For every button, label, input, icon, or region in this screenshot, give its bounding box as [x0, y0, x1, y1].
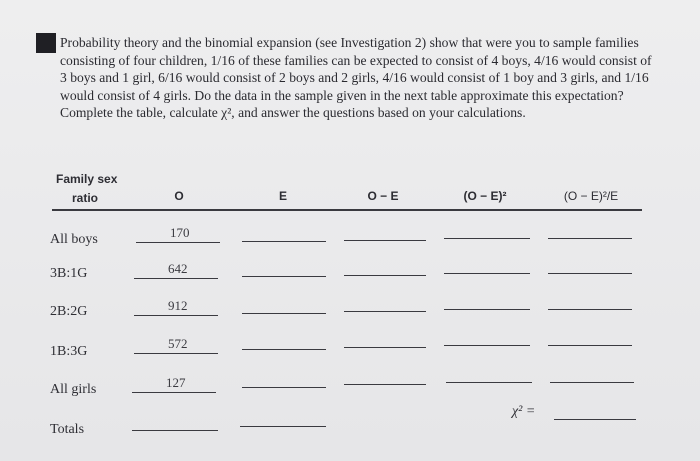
observed-value: 912 — [168, 298, 188, 313]
observed-cell — [134, 262, 218, 279]
header-family-sex: Family sex — [56, 172, 118, 186]
observed-value: 127 — [166, 375, 186, 390]
row-label-totals: Totals — [50, 422, 85, 437]
header-o-minus-e-squared: (O − E)² — [463, 189, 507, 203]
chi-term-blank[interactable] — [548, 273, 632, 274]
o-minus-e-blank[interactable] — [344, 311, 426, 312]
o-minus-e-blank[interactable] — [344, 347, 426, 348]
observed-value: 642 — [168, 261, 188, 276]
header-expected: E — [278, 189, 287, 203]
squared-blank[interactable] — [444, 238, 530, 239]
section-marker — [36, 33, 56, 53]
chi-square-blank[interactable] — [554, 419, 636, 420]
header-chi-term: (O − E)²/E — [563, 189, 619, 203]
chi-term-blank[interactable] — [548, 238, 632, 239]
expected-blank[interactable] — [242, 276, 326, 277]
row-label-2b2g: 2B:2G — [50, 304, 88, 319]
o-minus-e-blank[interactable] — [344, 275, 426, 276]
observed-total-blank[interactable] — [132, 430, 218, 431]
observed-cell — [136, 226, 220, 243]
chi-term-blank[interactable] — [548, 309, 632, 310]
row-label-all-girls: All girls — [50, 382, 97, 397]
o-minus-e-blank[interactable] — [344, 240, 426, 241]
expected-blank[interactable] — [242, 349, 326, 350]
row-label-1b3g: 1B:3G — [50, 344, 88, 359]
o-minus-e-blank[interactable] — [344, 384, 426, 385]
row-label-all-boys: All boys — [50, 232, 98, 247]
expected-total-blank[interactable] — [240, 426, 326, 427]
observed-cell — [134, 299, 218, 316]
observed-value: 572 — [168, 336, 188, 351]
row-label-3b1g: 3B:1G — [50, 266, 88, 281]
observed-value: 170 — [170, 225, 190, 240]
squared-blank[interactable] — [444, 273, 530, 274]
squared-blank[interactable] — [444, 345, 530, 346]
squared-blank[interactable] — [444, 309, 530, 310]
chi-term-blank[interactable] — [550, 382, 634, 383]
squared-blank[interactable] — [446, 382, 532, 383]
observed-cell — [132, 376, 216, 393]
expected-blank[interactable] — [242, 313, 326, 314]
chi-term-blank[interactable] — [548, 345, 632, 346]
header-ratio: ratio — [72, 191, 99, 205]
expected-blank[interactable] — [242, 387, 326, 388]
observed-cell — [134, 337, 218, 354]
instructions-paragraph: Probability theory and the binomial expansion (see Investigation 2) show that were you to sample families consisting of four children, 1/16 of these families can be expected to consist of 4 boys, 4/16 would consist of 3 boys and 1 girl, 6/16 would consist of 2 boys and 2 girls, 4/16 would consist of 1 boy and 3 girls, and 1/16 would consist of 4 girls. Do the data in the sample given in the next table approximate this expectation? Complete the table, calculate χ², and answer the questions based on your calculations. — [60, 35, 652, 121]
header-observed: O — [174, 189, 184, 203]
expected-blank[interactable] — [242, 241, 326, 242]
chi-square-label: χ² = — [512, 404, 536, 419]
header-o-minus-e: O − E — [367, 189, 399, 203]
header-rule — [52, 209, 642, 211]
